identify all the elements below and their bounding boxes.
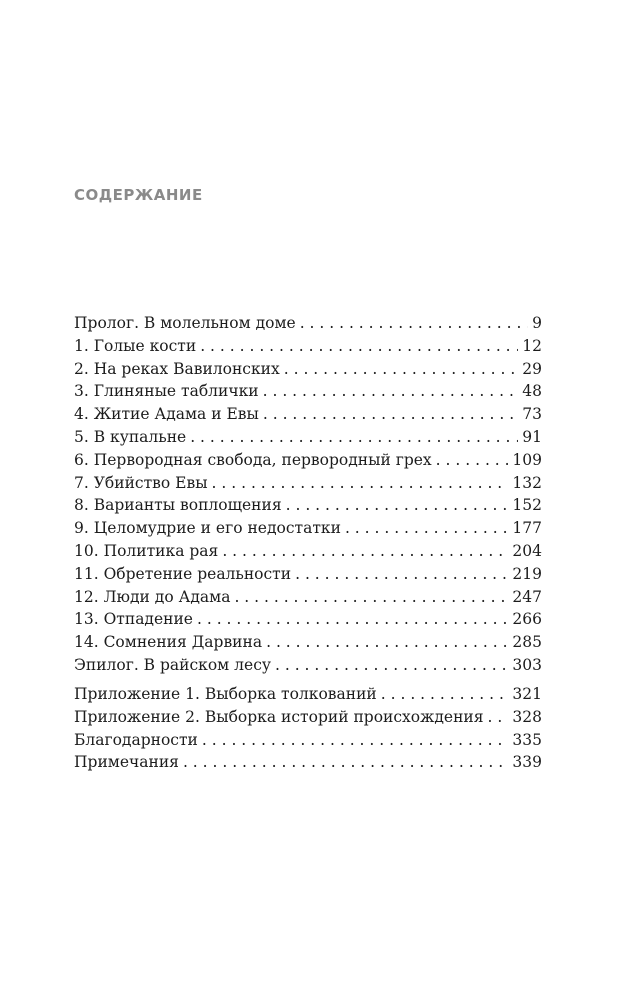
toc-entry-title: Приложение 2. Выборка историй происхождения [74, 707, 484, 726]
toc-entry-page: 335 [512, 730, 542, 749]
toc-entry-page: 247 [512, 587, 542, 606]
toc-entry[interactable] [74, 654, 542, 677]
toc-entry[interactable] [74, 563, 542, 586]
toc-entry-title: 8. Варианты воплощения [74, 496, 282, 515]
toc-entry-page: 132 [512, 473, 542, 492]
toc-entry-title: Примечания [74, 753, 179, 772]
toc-entry-title: 4. Житие Адама и Евы [74, 405, 259, 424]
toc-entry-page: 204 [512, 541, 542, 560]
dot-leader [222, 540, 508, 563]
toc-entry-title: 1. Голые кости [74, 336, 197, 355]
toc-entry[interactable] [74, 449, 542, 472]
toc-entry[interactable] [74, 312, 542, 335]
dot-leader [202, 729, 509, 752]
toc-entry[interactable] [74, 517, 542, 540]
dot-leader [234, 586, 508, 609]
dot-leader [183, 751, 508, 774]
toc-entry[interactable] [74, 706, 542, 729]
dot-leader [286, 494, 509, 517]
dot-leader [300, 312, 528, 335]
toc-entry-title: 3. Глиняные таблички [74, 382, 259, 401]
toc-entry-title: 11. Обретение реальности [74, 564, 292, 583]
table-of-contents [74, 312, 542, 677]
toc-entry-page: 48 [522, 382, 542, 401]
dot-leader [275, 654, 508, 677]
toc-entry-title: 10. Политика рая [74, 541, 219, 560]
dot-leader [488, 706, 509, 729]
dot-leader [200, 335, 518, 358]
toc-entry-page: 29 [522, 359, 542, 378]
toc-entry-page: 219 [512, 564, 542, 583]
toc-entry-title: 12. Люди до Адама [74, 587, 231, 606]
dot-leader [263, 403, 518, 426]
toc-entry[interactable] [74, 751, 542, 774]
toc-entry-title: 6. Первородная свобода, первородный грех [74, 450, 432, 469]
toc-entry-title: 7. Убийство Евы [74, 473, 208, 492]
toc-entry-page: 91 [522, 427, 542, 446]
toc-entry-page: 73 [522, 405, 542, 424]
toc-entry[interactable] [74, 335, 542, 358]
toc-entry[interactable] [74, 403, 542, 426]
toc-entry-page: 285 [512, 633, 542, 652]
toc-entry-page: 9 [532, 314, 542, 332]
toc-entry-title: Эпилог. В райском лесу [74, 655, 271, 674]
table-of-contents-appendix [74, 683, 542, 774]
toc-entry[interactable] [74, 586, 542, 609]
toc-entry[interactable] [74, 380, 542, 403]
toc-entry[interactable] [74, 683, 542, 706]
dot-leader [284, 358, 519, 381]
dot-leader [212, 472, 509, 495]
dot-leader [436, 449, 509, 472]
toc-entry-page: 321 [512, 685, 542, 703]
toc-entry-page: 109 [512, 450, 542, 469]
toc-entry-title: 9. Целомудрие и его недостатки [74, 519, 341, 538]
toc-entry-page: 266 [512, 610, 542, 629]
toc-entry-title: 14. Сомнения Дарвина [74, 633, 263, 652]
dot-leader [197, 608, 508, 631]
page-heading: СОДЕРЖАНИЕ [74, 186, 203, 204]
toc-entry-page: 339 [512, 753, 542, 772]
dot-leader [345, 517, 508, 540]
toc-entry[interactable] [74, 472, 542, 495]
toc-entry[interactable] [74, 729, 542, 752]
dot-leader [190, 426, 518, 449]
toc-entry-title: 13. Отпадение [74, 610, 193, 629]
toc-entry-page: 152 [512, 496, 542, 515]
toc-entry-page: 303 [512, 655, 542, 674]
dot-leader [295, 563, 508, 586]
toc-entry[interactable] [74, 426, 542, 449]
toc-entry[interactable] [74, 608, 542, 631]
toc-entry-page: 328 [512, 707, 542, 726]
dot-leader [381, 683, 509, 706]
toc-entry-page: 177 [512, 519, 542, 538]
toc-entry-title: Благодарности [74, 730, 198, 749]
toc-entry[interactable] [74, 494, 542, 517]
toc-entry-title: 2. На реках Вавилонских [74, 359, 280, 378]
toc-entry-title: 5. В купальне [74, 427, 187, 446]
toc-entry[interactable] [74, 540, 542, 563]
toc-entry[interactable] [74, 358, 542, 381]
toc-entry[interactable] [74, 631, 542, 654]
toc-entry-title: Приложение 1. Выборка толкований [74, 685, 377, 703]
dot-leader [266, 631, 508, 654]
toc-entry-page: 12 [522, 336, 542, 355]
dot-leader [263, 380, 519, 403]
toc-entry-title: Пролог. В молельном доме [74, 314, 296, 332]
